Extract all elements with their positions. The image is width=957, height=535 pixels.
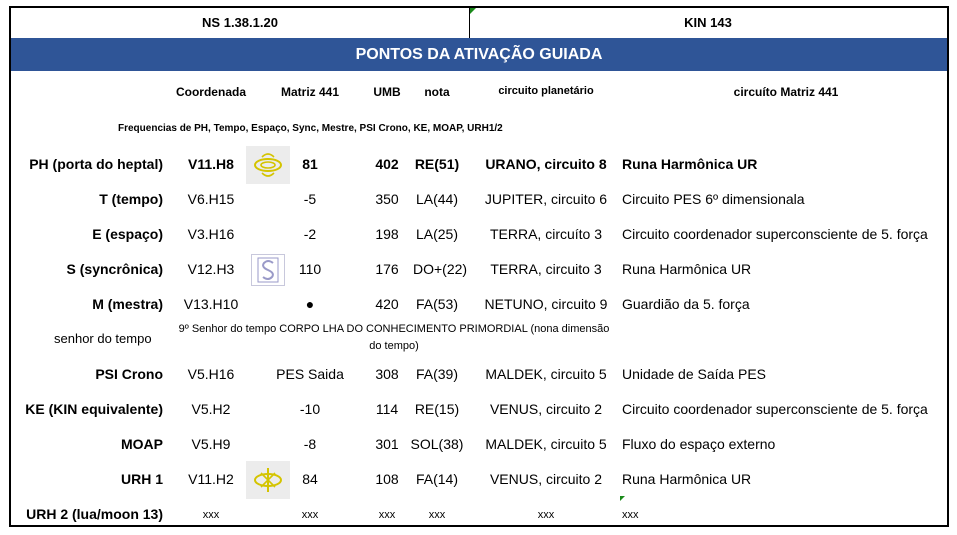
row-umb: 176: [375, 261, 399, 277]
harmonic-rune-icon: [246, 146, 290, 184]
row-nota: LA(25): [415, 226, 459, 242]
row-coord: V5.H2: [191, 401, 231, 417]
row-planet: xxx: [537, 509, 555, 521]
row-label: M (mestra): [92, 296, 163, 312]
harmonic-rune-icon: [246, 461, 290, 499]
row-nota: RE(15): [414, 401, 460, 417]
row-circuit: Circuito coordenador superconsciente de 5. força: [622, 226, 928, 242]
page-title: PONTOS DA ATIVAÇÃO GUIADA: [11, 38, 947, 71]
row-coord: V11.H2: [188, 471, 234, 487]
ns-header: NS 1.38.1.20: [11, 8, 470, 38]
row-matriz: ●: [305, 296, 315, 312]
row-label: MOAP: [121, 436, 163, 452]
row-planet: VENUS, circuito 2: [489, 471, 603, 487]
row-umb: 108: [375, 471, 399, 487]
row-label: PH (porta do heptal): [29, 156, 163, 172]
row-coord: V3.H16: [187, 226, 235, 242]
row-planet: TERRA, circuito 3: [490, 261, 602, 277]
row-circuit: Circuito coordenador superconsciente de 5. força: [622, 401, 928, 417]
row-circuit: xxx: [622, 509, 639, 521]
row-planet: NETUNO, circuito 9: [484, 296, 608, 312]
s-glyph-icon: [251, 254, 285, 286]
row-matriz: PES Saida: [276, 366, 344, 382]
row-label: T (tempo): [99, 191, 163, 207]
row-label: PSI Crono: [95, 366, 163, 382]
row-coord: V6.H15: [187, 191, 235, 207]
row-circuit: Runa Harmônica UR: [622, 471, 752, 487]
row-planet: VENUS, circuito 2: [489, 401, 603, 417]
row-matriz: -8: [303, 436, 317, 452]
row-planet: MALDEK, circuito 5: [485, 436, 607, 452]
row-label: URH 1: [120, 471, 163, 487]
col-umb: UMB: [373, 85, 401, 99]
row-matriz: -5: [303, 191, 317, 207]
col-nota: nota: [424, 85, 450, 99]
row-matriz: -2: [303, 226, 317, 242]
row-coord: V11.H8: [188, 156, 234, 172]
senhor-note-line-2: do tempo): [369, 340, 419, 352]
row-nota: SOL(38): [410, 436, 464, 452]
activation-table: [9, 6, 949, 527]
frequencies-note: Frequencias de PH, Tempo, Espaço, Sync, Mestre, PSI Crono, KE, MOAP, URH1/2: [118, 123, 503, 134]
row-label: KE (KIN equivalente): [25, 401, 163, 417]
row-label: S (syncrônica): [66, 261, 163, 277]
row-matriz: xxx: [301, 509, 319, 521]
row-planet: JUPITER, circuito 6: [484, 191, 608, 207]
row-nota: RE(51): [414, 156, 460, 172]
row-umb: 308: [375, 366, 399, 382]
col-matriz: Matriz 441: [280, 85, 340, 99]
row-umb: 114: [375, 401, 399, 417]
senhor-note: [166, 321, 622, 355]
row-umb: xxx: [378, 509, 396, 521]
kin-header: KIN 143: [684, 15, 732, 30]
row-circuit: Fluxo do espaço externo: [622, 436, 776, 452]
row-matriz: 110: [298, 261, 322, 277]
row-nota: DO+(22): [413, 261, 468, 277]
row-coord: V13.H10: [183, 296, 239, 312]
row-coord: xxx: [202, 509, 220, 521]
senhor-label: senhor do tempo: [54, 331, 152, 346]
row-label: E (espaço): [92, 226, 163, 242]
row-matriz: 84: [302, 471, 318, 487]
col-coordenada: Coordenada: [175, 85, 246, 99]
row-nota: FA(14): [415, 471, 458, 487]
row-nota: LA(44): [415, 191, 459, 207]
row-nota: FA(39): [415, 366, 458, 382]
row-coord: V5.H9: [191, 436, 231, 452]
row-circuit: Runa Harmônica UR: [622, 156, 758, 172]
row-umb: 301: [375, 436, 399, 452]
comment-marker: [470, 8, 476, 14]
row-planet: MALDEK, circuito 5: [485, 366, 607, 382]
row-label: URH 2 (lua/moon 13): [26, 506, 163, 522]
row-circuit: Circuito PES 6º dimensionala: [622, 191, 805, 207]
row-coord: V12.H3: [187, 261, 235, 277]
col-circuito-planetario: circuito planetário: [498, 85, 594, 97]
row-circuit: Runa Harmônica UR: [622, 261, 752, 277]
col-circuito-matriz: circuíto Matriz 441: [733, 85, 839, 99]
row-circuit: Unidade de Saída PES: [622, 366, 766, 382]
row-circuit: Guardião da 5. força: [622, 296, 750, 312]
row-planet: TERRA, circuíto 3: [489, 226, 603, 242]
senhor-note-line-1: 9º Senhor do tempo CORPO LHA DO CONHECIMENTO PRIMORDIAL (nona dimensão: [178, 323, 610, 335]
comment-marker: [620, 496, 625, 501]
row-nota: FA(53): [415, 296, 458, 312]
row-matriz: -10: [299, 401, 321, 417]
row-umb: 420: [375, 296, 399, 312]
row-umb: 350: [375, 191, 399, 207]
row-nota: xxx: [428, 509, 446, 521]
row-planet: URANO, circuito 8: [485, 156, 607, 172]
row-umb: 198: [375, 226, 399, 242]
row-matriz: 81: [302, 156, 318, 172]
row-umb: 402: [375, 156, 399, 172]
row-coord: V5.H16: [187, 366, 235, 382]
